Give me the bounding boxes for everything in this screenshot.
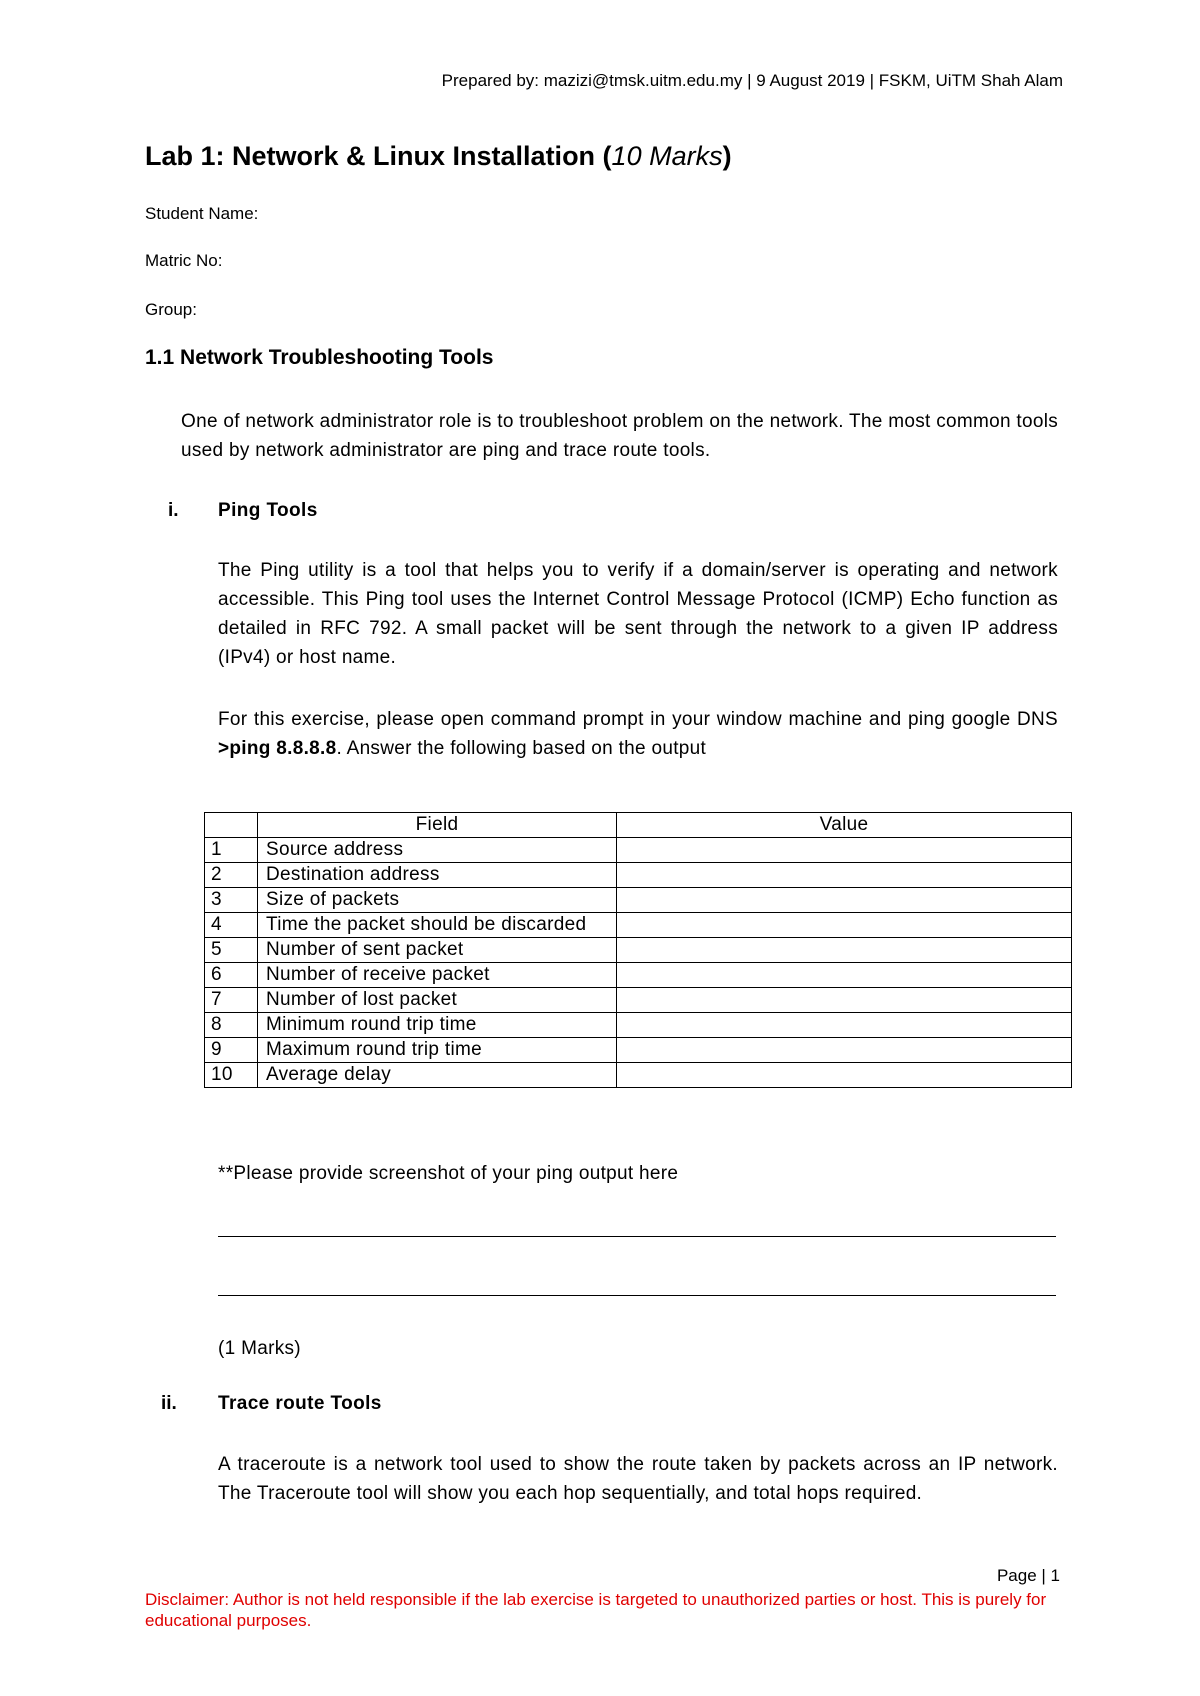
- row-num: 2: [205, 863, 258, 888]
- answer-line[interactable]: [218, 1295, 1056, 1296]
- table-row: [205, 988, 1072, 1013]
- screenshot-prefix: **: [218, 1163, 234, 1184]
- ping-results-table: [204, 812, 1072, 1088]
- row-field: Maximum round trip time: [258, 1038, 617, 1063]
- row-field: Number of receive packet: [258, 963, 617, 988]
- row-field: Minimum round trip time: [258, 1013, 617, 1038]
- page-header: Prepared by: mazizi@tmsk.uitm.edu.my | 9 August 2019 | FSKM, UiTM Shah Alam: [441, 71, 1063, 90]
- page-title: [145, 141, 732, 172]
- ping-exercise: [218, 705, 1058, 763]
- row-value-cell[interactable]: [617, 888, 1072, 913]
- row-value-cell[interactable]: [617, 1038, 1072, 1063]
- table-row: [205, 888, 1072, 913]
- header-field: Field: [258, 813, 617, 838]
- table-header-row: [205, 813, 1072, 838]
- group-label: Group:: [145, 300, 197, 319]
- row-value-cell[interactable]: [617, 1013, 1072, 1038]
- row-num: 1: [205, 838, 258, 863]
- table-row: [205, 1038, 1072, 1063]
- screenshot-text: Please provide screenshot of your ping output here: [233, 1163, 679, 1184]
- table-row: [205, 938, 1072, 963]
- row-field: Average delay: [258, 1063, 617, 1088]
- matric-no-label: Matric No:: [145, 251, 223, 270]
- section-intro: One of network administrator role is to troubleshoot problem on the network. The most common tools used by network administrator are ping and trace route tools.: [181, 411, 1059, 461]
- screenshot-note: [218, 1159, 1058, 1188]
- ping-command: >ping 8.8.8.8: [218, 738, 337, 759]
- title-main: Lab 1: Network & Linux Installation (: [145, 141, 612, 171]
- row-value-cell[interactable]: [617, 963, 1072, 988]
- ping-marks: (1 Marks): [218, 1338, 301, 1359]
- title-close: ): [722, 141, 732, 171]
- ping-description: The Ping utility is a tool that helps you to verify if a domain/server is operating and network accessible. This Ping tool uses the Internet Control Message Protocol (ICMP) Echo function as detailed in RFC 792. A small packet will be sent through the network to a given IP address (IPv4) or host name.: [218, 560, 1058, 668]
- row-num: 4: [205, 913, 258, 938]
- table-row: [205, 863, 1072, 888]
- row-value-cell[interactable]: [617, 913, 1072, 938]
- row-field: Number of sent packet: [258, 938, 617, 963]
- row-num: 10: [205, 1063, 258, 1088]
- row-num: 8: [205, 1013, 258, 1038]
- row-field: Size of packets: [258, 888, 617, 913]
- row-num: 9: [205, 1038, 258, 1063]
- section-title: 1.1 Network Troubleshooting Tools: [145, 346, 494, 369]
- ping-title: Ping Tools: [218, 500, 318, 521]
- title-marks: 10 Marks: [611, 141, 723, 171]
- table-row: [205, 838, 1072, 863]
- traceroute-number: ii.: [161, 1393, 177, 1414]
- row-field: Destination address: [258, 863, 617, 888]
- row-num: 5: [205, 938, 258, 963]
- row-value-cell[interactable]: [617, 988, 1072, 1013]
- answer-line[interactable]: [218, 1236, 1056, 1237]
- row-num: 7: [205, 988, 258, 1013]
- row-value-cell[interactable]: [617, 838, 1072, 863]
- row-value-cell[interactable]: [617, 938, 1072, 963]
- exercise-text-before: For this exercise, please open command prompt in your window machine and ping google DNS: [218, 709, 1058, 730]
- row-num: 3: [205, 888, 258, 913]
- table-row: [205, 913, 1072, 938]
- traceroute-description: A traceroute is a network tool used to show the route taken by packets across an IP network. The Traceroute tool will show you each hop sequentially, and total hops required.: [218, 1454, 1058, 1504]
- row-field: Source address: [258, 838, 617, 863]
- traceroute-title: Trace route Tools: [218, 1393, 382, 1414]
- header-num: [205, 813, 258, 838]
- row-num: 6: [205, 963, 258, 988]
- table-row: [205, 1063, 1072, 1088]
- disclaimer: Disclaimer: Author is not held responsible if the lab exercise is targeted to unauthorized parties or host. This is purely for educational purposes.: [145, 1590, 1047, 1630]
- row-value-cell[interactable]: [617, 863, 1072, 888]
- student-name-label: Student Name:: [145, 204, 259, 223]
- row-field: Number of lost packet: [258, 988, 617, 1013]
- ping-number: i.: [168, 500, 179, 521]
- row-value-cell[interactable]: [617, 1063, 1072, 1088]
- header-value: Value: [617, 813, 1072, 838]
- page-number: Page | 1: [996, 1566, 1060, 1585]
- exercise-text-after: . Answer the following based on the output: [336, 738, 707, 759]
- table-row: [205, 1013, 1072, 1038]
- table-row: [205, 963, 1072, 988]
- row-field: Time the packet should be discarded: [258, 913, 617, 938]
